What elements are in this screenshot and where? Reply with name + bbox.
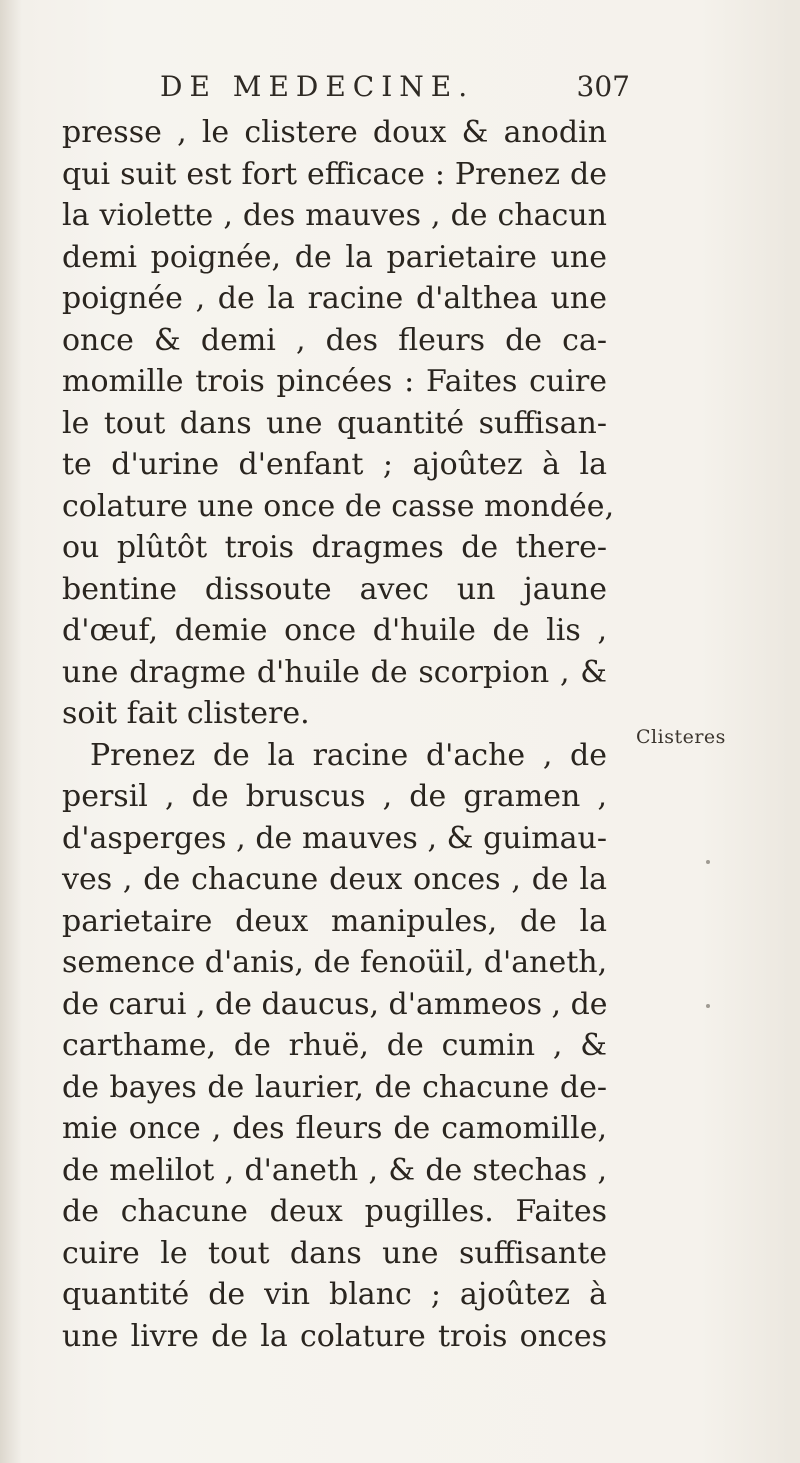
text-line: d'asperges , de mauves , & guimau-: [62, 820, 607, 856]
text-line: momille trois pincées : Faites cuire: [62, 364, 607, 399]
text-line: une livre de la colature trois onces: [62, 1318, 607, 1354]
text-line: persil , de bruscus , de gramen ,: [62, 779, 607, 814]
text-line: de chacune deux pugilles. Faites: [62, 1194, 607, 1229]
text-line: soit fait clistere.: [62, 696, 310, 731]
text-line: ou plûtôt trois dragmes de there-: [62, 530, 607, 565]
text-line: la violette , des mauves , de chacun: [62, 198, 607, 233]
text-line: de melilot , d'aneth , & de stechas ,: [62, 1152, 607, 1188]
text-line: le tout dans une quantité suffisan-: [62, 405, 607, 441]
text-line: colature une once de casse mondée,: [62, 488, 615, 524]
text-line: de carui , de daucus, d'ammeos , de: [62, 986, 608, 1022]
text-line: parietaire deux manipules, de la: [62, 903, 607, 939]
text-line: ves , de chacune deux onces , de la: [62, 862, 607, 897]
text-line: demi poignée, de la parietaire une: [62, 239, 607, 275]
text-line: d'œuf, demie once d'huile de lis ,: [62, 613, 607, 648]
text-line: qui suit est fort efficace : Prenez de: [62, 156, 607, 192]
text-line: te d'urine d'enfant ; ajoûtez à la: [62, 447, 607, 482]
paper-fleck: [706, 860, 710, 864]
text-line: Prenez de la racine d'ache , de: [90, 737, 607, 773]
running-head: DE MEDECINE.: [160, 70, 475, 103]
margin-note: Clisteres: [636, 726, 726, 748]
text-line: bentine dissoute avec un jaune: [62, 571, 607, 607]
text-line: mie once , des fleurs de camomille,: [62, 1111, 607, 1146]
text-line: de bayes de laurier, de chacune de-: [62, 1069, 607, 1105]
text-line: poignée , de la racine d'althea une: [62, 281, 607, 316]
text-line: carthame, de rhuë, de cumin , &: [62, 1028, 607, 1063]
text-line: une dragme d'huile de scorpion , &: [62, 654, 607, 690]
body-text: [62, 112, 615, 1357]
text-line: once & demi , des fleurs de ca-: [62, 322, 607, 358]
page-number: 307: [576, 70, 630, 103]
paper-fleck: [706, 1004, 710, 1008]
text-line: semence d'anis, de fenoüil, d'aneth,: [62, 945, 608, 980]
text-line: quantité de vin blanc ; ajoûtez à: [62, 1277, 607, 1312]
page-header: [160, 70, 630, 110]
text-line: cuire le tout dans une suffisante: [62, 1235, 607, 1271]
text-line: presse , le clistere doux & anodin: [62, 115, 607, 150]
